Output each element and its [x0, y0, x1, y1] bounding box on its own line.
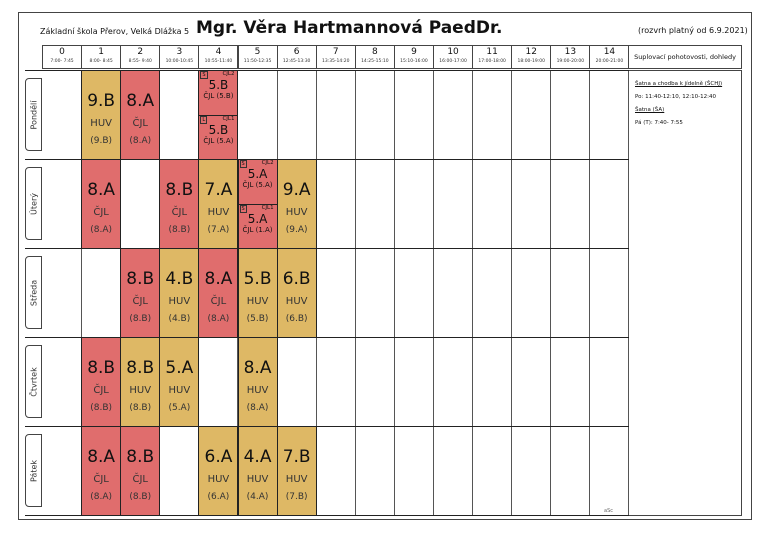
period-header-13 [550, 45, 590, 69]
period-time: 19:00-20:00 [556, 59, 585, 64]
timetable-cell [472, 426, 512, 516]
timetable-cell [238, 70, 278, 160]
lesson-class: 8.B [126, 358, 155, 378]
lesson-room: (6.A) [207, 492, 230, 502]
timetable-cell [550, 248, 590, 338]
lesson-room: (8.A) [90, 492, 113, 502]
split-tag: L [202, 116, 206, 123]
period-number: 5 [254, 47, 261, 57]
timetable-cell [511, 70, 551, 160]
timetable-cell [511, 426, 551, 516]
lesson-subject: HUV [129, 385, 152, 396]
split-subject-room: ČJL (5.A) [242, 181, 273, 189]
timetable-cell [277, 337, 317, 427]
period-time: 8:55- 9:40 [128, 59, 152, 64]
timetable-cell [394, 248, 434, 338]
lesson-block [120, 248, 160, 338]
lesson-subject: ČJL [171, 207, 188, 218]
timetable-cell [433, 426, 473, 516]
lesson-class: 6.B [282, 269, 311, 289]
timetable-cell [472, 70, 512, 160]
split-lesson-block [238, 204, 278, 250]
lesson-class: 8.B [165, 180, 194, 200]
valid-from: (rozvrh platný od 6.9.2021) [638, 26, 748, 35]
supervision-line-1: Po: 11:40-12:10, 12:10-12:40 [635, 94, 716, 100]
timetable-cell [355, 337, 395, 427]
timetable-cell [589, 337, 629, 427]
period-time: 16:00-17:00 [439, 59, 467, 64]
lesson-block [81, 159, 121, 249]
lesson-class: 4.B [165, 269, 194, 289]
split-group: CJL1 [222, 115, 235, 122]
timetable-cell [316, 426, 356, 516]
day-label-3 [25, 345, 42, 418]
lesson-class: 5.B [243, 269, 272, 289]
lesson-block [159, 337, 199, 427]
lesson-block [81, 426, 121, 516]
period-header-5 [238, 45, 278, 69]
period-header-14 [589, 45, 629, 69]
day-label-0 [25, 78, 42, 151]
lesson-class: 5.A [165, 358, 194, 378]
day-label-1 [25, 167, 42, 240]
lesson-subject: ČJL [132, 296, 148, 307]
split-class: 5.B [208, 122, 229, 137]
lesson-block [159, 159, 199, 249]
timetable-cell [355, 426, 395, 516]
lesson-block [120, 70, 160, 160]
lesson-subject: ČJL [132, 118, 148, 129]
lesson-class: 8.B [126, 447, 155, 467]
lesson-subject: HUV [207, 474, 230, 485]
period-time: 15:10-16:00 [400, 59, 428, 64]
timetable-cell [277, 70, 317, 160]
timetable-cell [433, 159, 473, 249]
lesson-class: 8.A [243, 358, 272, 378]
timetable-cell [42, 337, 82, 427]
footer-logo: aSc [604, 508, 613, 514]
supervision-panel [628, 70, 742, 516]
lesson-room: (4.A) [246, 492, 269, 502]
lesson-block [198, 248, 238, 338]
lesson-block [159, 248, 199, 338]
timetable-cell [511, 159, 551, 249]
timetable-cell [550, 337, 590, 427]
period-header-9 [394, 45, 434, 69]
supervision-heading-1: Šatna a chodba k jídelně (ŠCHJ) [635, 81, 723, 87]
lesson-subject: HUV [168, 385, 191, 396]
lesson-subject: ČJL [132, 474, 148, 485]
timetable-cell [472, 248, 512, 338]
period-header-4 [198, 45, 238, 69]
lesson-room: (8.A) [129, 136, 152, 146]
lesson-room: (8.A) [90, 225, 113, 235]
lesson-room: (6.B) [285, 314, 308, 324]
split-subject-room: ČJL (1.A) [242, 225, 273, 234]
split-lesson-block [238, 159, 278, 205]
timetable-cell [42, 159, 82, 249]
lesson-room: (7.A) [207, 225, 230, 235]
timetable-cell [394, 426, 434, 516]
lesson-room: (8.A) [207, 314, 230, 324]
timetable-cell [394, 337, 434, 427]
period-number: 6 [293, 47, 300, 57]
split-lesson-block [198, 115, 238, 161]
period-time: 10:00-10:45 [165, 59, 194, 64]
supervision-heading-2: Šatna (ŠA) [635, 107, 665, 113]
lesson-subject: ČJL [93, 385, 109, 396]
timetable-cell [355, 159, 395, 249]
timetable-cell [198, 337, 238, 427]
lesson-subject: HUV [90, 118, 112, 129]
timetable-cell [472, 159, 512, 249]
timetable-cell [589, 70, 629, 160]
timetable-cell [511, 337, 551, 427]
period-header-6 [277, 45, 317, 69]
timetable-cell [394, 70, 434, 160]
period-header-11 [472, 45, 512, 69]
lesson-room: (8.B) [90, 403, 113, 413]
lesson-block [198, 426, 238, 516]
lesson-class: 9.A [282, 180, 311, 200]
timetable-cell [316, 337, 356, 427]
period-number: 10 [447, 47, 459, 57]
lesson-room: (5.A) [168, 403, 191, 413]
period-header-7 [316, 45, 356, 69]
split-lesson-block [198, 70, 238, 116]
timetable-cell [316, 70, 356, 160]
lesson-room: (8.B) [168, 225, 191, 235]
period-number: 3 [176, 47, 183, 57]
split-group: CJL2 [261, 160, 274, 166]
split-subject-room: ČJL (5.B) [203, 92, 234, 100]
timetable-cell [120, 159, 160, 249]
timetable-cell [159, 70, 199, 160]
lesson-block [198, 159, 238, 249]
period-time: 7:00- 7:45 [50, 59, 74, 64]
day-label-text: Pátek [29, 459, 38, 482]
timetable-cell [355, 248, 395, 338]
period-number: 2 [137, 47, 144, 57]
lesson-class: 6.A [204, 447, 233, 467]
timetable-cell [316, 159, 356, 249]
period-number: 11 [486, 47, 498, 57]
lesson-subject: HUV [207, 207, 230, 218]
period-header-10 [433, 45, 473, 69]
day-label-4 [25, 434, 42, 507]
lesson-subject: HUV [168, 296, 191, 307]
lesson-room: (5.B) [246, 314, 269, 324]
period-number: 4 [215, 47, 222, 57]
lesson-subject: HUV [246, 474, 269, 485]
lesson-block [81, 70, 121, 160]
split-tag: S [202, 72, 206, 78]
split-group: CJL1 [261, 204, 274, 211]
period-number: 0 [59, 47, 65, 57]
lesson-subject: HUV [285, 207, 308, 218]
timetable-cell [550, 159, 590, 249]
period-number: 9 [411, 47, 417, 57]
timetable-cell [433, 248, 473, 338]
timetable-cell [159, 426, 199, 516]
period-number: 7 [332, 47, 339, 57]
school-name: Základní škola Přerov, Velká Dlážka 5 [40, 27, 190, 36]
timetable-cell [433, 70, 473, 160]
period-header-1 [81, 45, 121, 69]
lesson-class: 8.B [87, 358, 116, 378]
timetable-cell [472, 337, 512, 427]
split-subject-room: ČJL (5.A) [203, 136, 234, 145]
period-time: 20:00-21:00 [595, 59, 624, 64]
lesson-block [277, 248, 317, 338]
lesson-block [238, 426, 278, 516]
timetable-cell [355, 70, 395, 160]
split-class: 5.B [208, 78, 229, 92]
split-class: 5.A [247, 167, 268, 181]
lesson-subject: ČJL [210, 296, 227, 307]
lesson-subject: ČJL [93, 207, 109, 218]
lesson-subject: HUV [246, 385, 269, 396]
timetable-cell [81, 248, 121, 338]
period-time: 17:00-18:00 [478, 59, 506, 64]
lesson-class: 7.B [282, 447, 311, 467]
lesson-class: 8.B [126, 269, 155, 289]
day-label-2 [25, 256, 42, 329]
lesson-block [277, 159, 317, 249]
lesson-room: (9.B) [90, 136, 113, 146]
lesson-subject: HUV [285, 296, 308, 307]
split-group: CJL2 [222, 71, 235, 77]
period-time: 12:45-13:30 [282, 59, 311, 64]
lesson-class: 4.A [243, 447, 272, 467]
lesson-block [277, 426, 317, 516]
lesson-class: 8.A [87, 180, 116, 200]
lesson-room: (8.B) [129, 403, 152, 413]
timetable-cell [550, 426, 590, 516]
day-label-text: Pondělí [29, 100, 38, 129]
lesson-subject: HUV [246, 296, 269, 307]
period-time: 18:00-19:00 [517, 59, 546, 64]
period-number: 13 [564, 47, 577, 57]
lesson-room: (9.A) [285, 225, 308, 235]
lesson-block [120, 337, 160, 427]
period-header-2 [120, 45, 160, 69]
lesson-class: 7.A [204, 180, 233, 200]
period-time: 8:00- 8:45 [89, 59, 113, 64]
period-header-8 [355, 45, 395, 69]
lesson-class: 9.B [87, 91, 116, 111]
lesson-class: 8.A [87, 447, 116, 467]
day-label-text: Středa [29, 279, 38, 306]
lesson-room: (8.B) [129, 314, 152, 324]
day-label-text: Úterý [29, 192, 38, 215]
lesson-subject: ČJL [93, 474, 109, 485]
lesson-block [120, 426, 160, 516]
timetable-cell [511, 248, 551, 338]
lesson-room: (4.B) [168, 314, 191, 324]
lesson-room: (8.A) [246, 403, 269, 413]
timetable-cell [589, 159, 629, 249]
period-number: 14 [603, 47, 616, 57]
timetable-cell [433, 337, 473, 427]
teacher-name: Mgr. Věra Hartmannová PaedDr. [196, 18, 503, 38]
timetable-cell [42, 70, 82, 160]
lesson-room: (7.B) [285, 492, 308, 502]
period-number: 8 [371, 47, 378, 57]
lesson-block [81, 337, 121, 427]
split-tag: S [241, 161, 245, 167]
timetable-cell [316, 248, 356, 338]
split-tag: S [241, 205, 245, 212]
period-number: 12 [525, 47, 537, 57]
timetable-cell [550, 70, 590, 160]
period-time: 10:55-11:40 [204, 59, 233, 64]
period-number: 1 [98, 47, 104, 57]
period-time: 14:25-15:10 [361, 59, 389, 64]
period-header-3 [159, 45, 199, 69]
period-header-12 [511, 45, 551, 69]
lesson-class: 8.A [204, 269, 233, 289]
lesson-block [238, 337, 278, 427]
side-header: Suplovací pohotovosti, dohledy [628, 45, 742, 69]
timetable-cell [589, 426, 629, 516]
day-label-text: Čtvrtek [29, 366, 38, 397]
lesson-block [238, 248, 278, 338]
lesson-room: (8.B) [129, 492, 152, 502]
period-header-0 [42, 45, 82, 69]
lesson-subject: HUV [285, 474, 308, 485]
period-time: 11:50-12:35 [243, 59, 272, 64]
supervision-line-2: Pá (T): 7:40- 7:55 [635, 120, 683, 126]
lesson-class: 8.A [126, 91, 155, 111]
timetable-cell [589, 248, 629, 338]
split-class: 5.A [247, 211, 268, 226]
timetable-cell [42, 248, 82, 338]
timetable-cell [394, 159, 434, 249]
period-time: 13:35-14:20 [321, 59, 350, 64]
timetable-cell [42, 426, 82, 516]
